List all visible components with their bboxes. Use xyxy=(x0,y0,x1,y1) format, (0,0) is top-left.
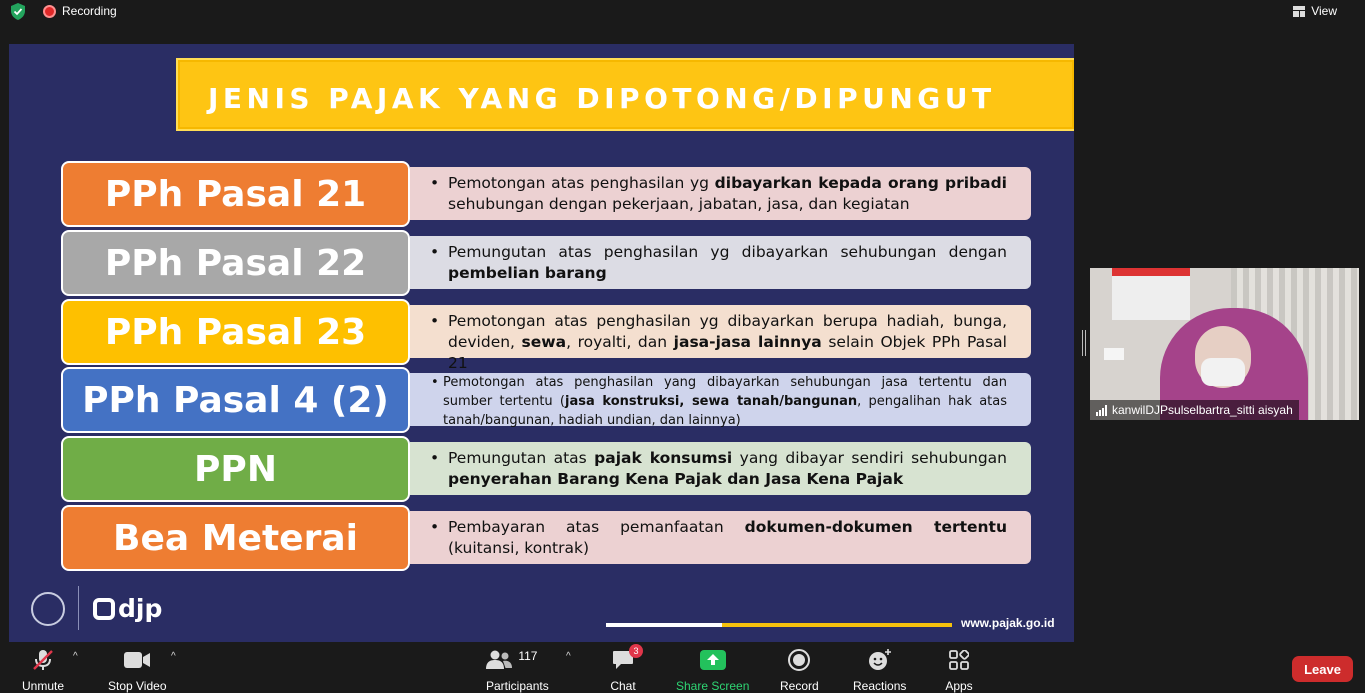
recording-indicator[interactable] xyxy=(43,4,117,18)
description-segment: selain Objek PPh Pasal 21 xyxy=(448,333,1007,372)
tax-row xyxy=(61,299,1031,372)
participants-options-caret[interactable]: ^ xyxy=(566,651,571,662)
description-segment: dibayarkan kepada orang pribadi xyxy=(714,174,1007,192)
recording-label: Recording xyxy=(62,4,117,18)
view-button[interactable] xyxy=(1293,4,1337,18)
unmute-button[interactable] xyxy=(22,647,64,693)
video-options-caret[interactable]: ^ xyxy=(171,651,176,662)
tax-row xyxy=(61,436,1031,502)
website-label: www.pajak.go.id xyxy=(961,616,1055,630)
tax-description-text xyxy=(432,517,1007,559)
tax-type-box xyxy=(61,367,410,433)
tax-type-box xyxy=(61,505,410,571)
description-segment: Pemotongan atas penghasilan yang dibayarkan sehubungan jasa tertentu dan sumber tertentu ( xyxy=(443,375,1007,409)
apps-button[interactable] xyxy=(945,647,973,693)
tax-type-label: PPN xyxy=(194,448,277,490)
video-camera-icon xyxy=(123,647,151,672)
grid-view-icon xyxy=(1293,6,1305,17)
tax-description-text xyxy=(432,173,1007,215)
djp-mark-icon xyxy=(93,598,115,620)
shared-screen-slide xyxy=(9,44,1074,642)
tax-description-text xyxy=(432,448,1007,490)
participants-label: Participants xyxy=(486,679,549,693)
slide-title: JENIS PAJAK YANG DIPOTONG/DIPUNGUT xyxy=(208,82,996,115)
meeting-top-bar xyxy=(0,0,1365,24)
description-segment: Pemotongan atas penghasilan yg xyxy=(448,174,715,192)
tax-description-box xyxy=(410,511,1031,564)
description-segment: , royalti, dan xyxy=(566,333,674,351)
bullet-marker: • xyxy=(430,174,440,192)
description-segment: pembelian barang xyxy=(448,264,607,282)
reactions-button[interactable] xyxy=(853,647,906,693)
signal-strength-icon xyxy=(1096,405,1107,416)
description-segment: , pengalihan hak atas tanah/bangunan, hadiah undian, dan lainnya) xyxy=(443,394,1007,428)
participants-icon xyxy=(486,647,548,672)
tax-type-label: PPh Pasal 22 xyxy=(104,242,367,284)
tax-type-box xyxy=(61,161,410,227)
tax-description-text xyxy=(432,242,1007,284)
tax-type-box xyxy=(61,436,410,502)
participants-button[interactable] xyxy=(486,647,549,693)
record-label: Record xyxy=(780,679,819,693)
bullet-marker: • xyxy=(430,449,440,467)
description-segment: (kuitansi, kontrak) xyxy=(448,539,590,557)
chat-unread-badge: 3 xyxy=(629,644,643,658)
reactions-label: Reactions xyxy=(853,679,907,693)
participant-mask xyxy=(1201,358,1245,386)
tax-row xyxy=(61,161,1031,227)
tax-description-box xyxy=(410,305,1031,372)
security-shield-icon[interactable] xyxy=(10,3,26,20)
chat-button[interactable] xyxy=(609,647,637,693)
djp-logo xyxy=(93,594,162,623)
tax-description-text xyxy=(432,373,1007,430)
tax-row xyxy=(61,367,1031,433)
tax-type-label: PPh Pasal 21 xyxy=(104,173,367,215)
description-segment: Pembayaran atas pemanfaatan xyxy=(448,518,745,536)
description-segment: jasa-jasa lainnya xyxy=(673,333,822,351)
video-background-object xyxy=(1104,348,1124,360)
meeting-controls-toolbar xyxy=(0,643,1365,691)
record-button[interactable] xyxy=(780,647,819,693)
record-icon xyxy=(785,647,813,672)
tax-description-box xyxy=(410,167,1031,220)
share-screen-icon xyxy=(699,647,727,672)
panel-resize-handle[interactable] xyxy=(1082,330,1086,356)
tax-type-label: Bea Meterai xyxy=(113,517,358,559)
apps-label: Apps xyxy=(945,679,973,693)
tax-type-box xyxy=(61,230,410,296)
bullet-marker: • xyxy=(430,518,440,536)
participant-name-tag xyxy=(1090,400,1299,420)
description-segment: sehubungan dengan pekerjaan, jabatan, jasa, dan kegiatan xyxy=(448,195,910,213)
footer-divider xyxy=(78,586,79,630)
kemenkeu-logo-icon xyxy=(31,592,65,626)
tax-description-box xyxy=(410,236,1031,289)
tax-type-label: PPh Pasal 23 xyxy=(104,311,367,353)
participant-video-tile[interactable] xyxy=(1090,268,1359,420)
apps-icon xyxy=(945,647,973,672)
bullet-marker: • xyxy=(430,312,440,330)
description-segment: yang dibayar sendiri sehubungan xyxy=(732,449,1007,467)
description-segment: penyerahan Barang Kena Pajak dan Jasa Kena Pajak xyxy=(448,470,904,488)
chat-bubble-icon xyxy=(609,647,637,672)
description-segment: Pemungutan atas xyxy=(448,449,595,467)
unmute-label: Unmute xyxy=(22,679,65,693)
description-segment: sewa xyxy=(521,333,567,351)
description-segment: dokumen-dokumen tertentu xyxy=(744,518,1007,536)
smiley-plus-icon xyxy=(866,647,894,672)
footer-line-yellow xyxy=(722,623,952,627)
share-screen-label: Share Screen xyxy=(676,679,750,693)
bullet-marker: • xyxy=(431,375,439,390)
tax-row xyxy=(61,230,1031,296)
leave-button[interactable]: Leave xyxy=(1292,656,1353,682)
tax-description-box xyxy=(410,373,1031,426)
bullet-marker: • xyxy=(430,243,440,261)
stop-video-label: Stop Video xyxy=(108,679,167,693)
description-segment: Pemungutan atas penghasilan yg dibayarkan sehubungan dengan xyxy=(448,243,1007,261)
muted-microphone-icon xyxy=(29,647,57,672)
tax-description-box xyxy=(410,442,1031,495)
tax-type-label: PPh Pasal 4 (2) xyxy=(82,379,389,421)
djp-brand-text: djp xyxy=(118,594,163,623)
meeting-stage xyxy=(0,24,1365,643)
share-screen-button[interactable] xyxy=(676,647,749,693)
tax-row xyxy=(61,505,1031,571)
slide-title-banner xyxy=(176,58,1074,131)
video-background-calendar xyxy=(1112,268,1190,320)
description-segment: pajak konsumsi xyxy=(594,449,733,467)
participant-name: kanwilDJPsulselbartra_sitti aisyah xyxy=(1112,403,1293,417)
tax-description-text xyxy=(432,311,1007,374)
audio-options-caret[interactable]: ^ xyxy=(73,651,78,662)
footer-line-white xyxy=(606,623,722,627)
recording-dot-icon xyxy=(43,5,56,18)
description-segment: jasa konstruksi, sewa tanah/bangunan xyxy=(565,394,858,409)
chat-label: Chat xyxy=(610,679,636,693)
stop-video-button[interactable] xyxy=(108,647,167,693)
view-label: View xyxy=(1311,4,1337,18)
tax-type-box xyxy=(61,299,410,365)
description-segment: Pemotongan atas penghasilan yg dibayarkan berupa hadiah, bunga, deviden, xyxy=(448,312,1007,351)
participants-count: 117 xyxy=(518,648,538,663)
